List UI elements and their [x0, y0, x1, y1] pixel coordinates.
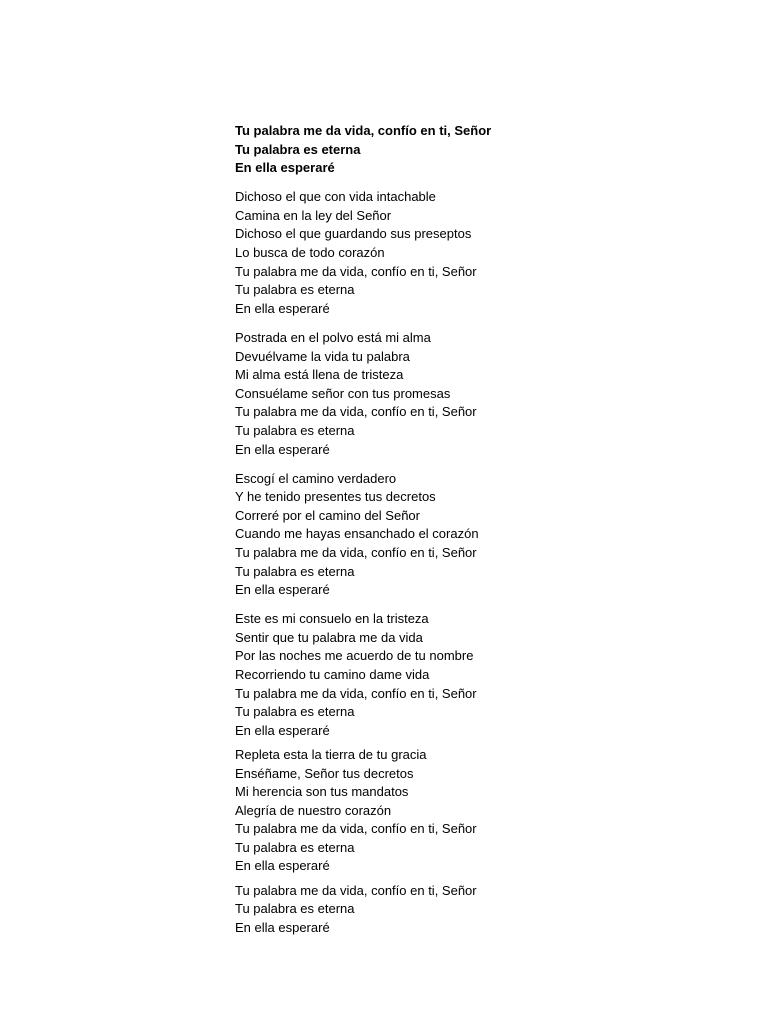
lyric-line: En ella esperaré — [235, 300, 330, 316]
lyric-line: Sentir que tu palabra me da vida — [235, 629, 423, 645]
lyric-line: Tu palabra es eterna — [235, 839, 355, 855]
verse-stanza-2 — [235, 329, 735, 459]
verse-stanza-3 — [235, 470, 735, 600]
lyric-line: Correré por el camino del Señor — [235, 507, 420, 523]
lyric-line: En ella esperaré — [235, 160, 335, 176]
lyric-line: Tu palabra me da vida, confío en ti, Señor — [235, 123, 492, 138]
lyric-line: Mi alma está llena de tristeza — [235, 367, 404, 383]
lyrics-page — [235, 122, 735, 937]
lyric-line: Mi herencia son tus mandatos — [235, 784, 409, 800]
lyric-line: Enséñame, Señor tus decretos — [235, 765, 414, 781]
lyric-line: Dichoso el que con vida intachable — [235, 189, 436, 205]
lyric-line: Consuélame señor con tus promesas — [235, 385, 451, 401]
lyric-line: Tu palabra es eterna — [235, 704, 355, 720]
lyric-line: En ella esperaré — [235, 919, 330, 935]
verse-stanza-1 — [235, 188, 735, 318]
lyric-line: Tu palabra me da vida, confío en ti, Señor — [235, 544, 477, 560]
closing-chorus-stanza — [235, 882, 735, 938]
lyric-line: Escogí el camino verdadero — [235, 470, 397, 486]
lyric-line: En ella esperaré — [235, 858, 330, 874]
lyric-line: Tu palabra es eterna — [235, 141, 361, 157]
lyric-line: Tu palabra es eterna — [235, 282, 355, 298]
lyric-line: Tu palabra me da vida, confío en ti, Señor — [235, 404, 477, 420]
lyric-line: En ella esperaré — [235, 722, 330, 738]
lyric-line: Postrada en el polvo está mi alma — [235, 329, 431, 345]
lyric-line: Tu palabra es eterna — [235, 901, 355, 917]
lyric-line: Cuando me hayas ensanchado el corazón — [235, 526, 479, 542]
lyric-line: Lo busca de todo corazón — [235, 245, 385, 261]
lyric-line: Camina en la ley del Señor — [235, 207, 392, 223]
lyric-line: Recorriendo tu camino dame vida — [235, 667, 430, 683]
lyric-line: En ella esperaré — [235, 441, 330, 457]
lyric-line: Y he tenido presentes tus decretos — [235, 489, 436, 505]
lyric-line: Tu palabra me da vida, confío en ti, Señor — [235, 882, 477, 898]
verse-stanza-5 — [235, 746, 735, 876]
lyric-line: Dichoso el que guardando sus preseptos — [235, 226, 472, 242]
chorus-stanza — [235, 122, 735, 178]
lyric-line: En ella esperaré — [235, 582, 330, 598]
lyric-line: Este es mi consuelo en la tristeza — [235, 611, 429, 627]
lyric-line: Tu palabra es eterna — [235, 563, 355, 579]
lyric-line: Alegría de nuestro corazón — [235, 802, 392, 818]
verse-stanza-4 — [235, 610, 735, 740]
lyric-line: Tu palabra me da vida, confío en ti, Señor — [235, 821, 477, 837]
lyric-line: Tu palabra me da vida, confío en ti, Señor — [235, 263, 477, 279]
lyric-line: Repleta esta la tierra de tu gracia — [235, 746, 427, 762]
lyric-line: Tu palabra me da vida, confío en ti, Señor — [235, 685, 477, 701]
lyric-line: Devuélvame la vida tu palabra — [235, 348, 410, 364]
lyric-line: Por las noches me acuerdo de tu nombre — [235, 648, 474, 664]
lyric-line: Tu palabra es eterna — [235, 422, 355, 438]
